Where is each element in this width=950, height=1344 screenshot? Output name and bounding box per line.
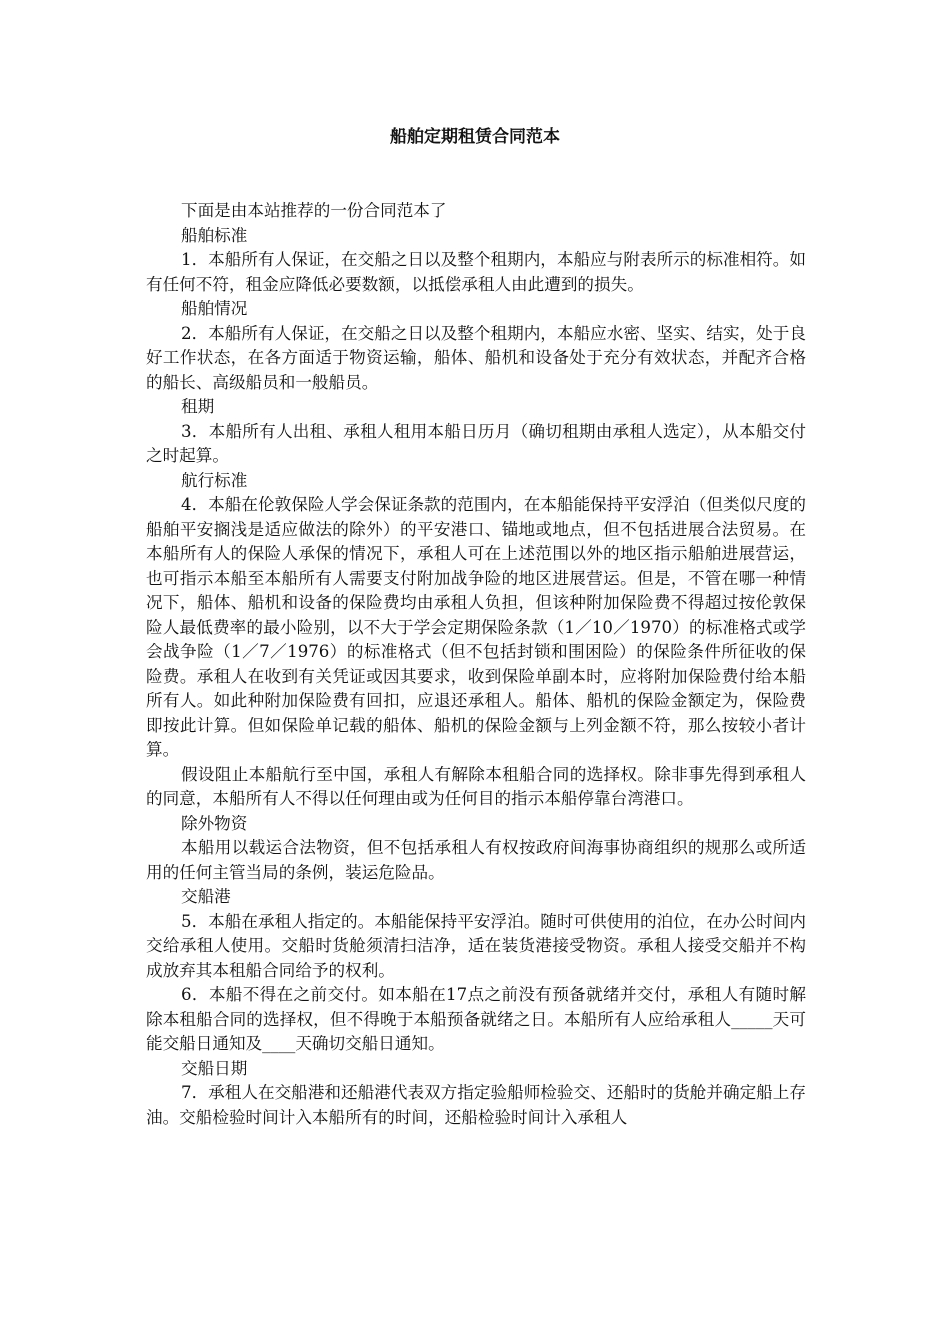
section-heading-term: 租期 <box>181 397 215 416</box>
document-body <box>146 199 806 1130</box>
section-heading-delivery-date: 交船日期 <box>181 1058 248 1078</box>
clause-6: 6．本船不得在之前交付。如本船在17点之前没有预备就绪并交付，承租人有随时解除本租船合同的选择权，但不得晚于本船预备就绪之日。本船所有人应给承租人_____天可能交船日通知及____天确切交船日通知。 <box>146 985 806 1053</box>
section-heading-delivery-port: 交船港 <box>181 887 231 906</box>
clause-4-continued: 假设阻止本船航行至中国，承租人有解除本租船合同的选择权。除非事先得到承租人的同意，本船所有人不得以任何理由或为任何目的指示本船停靠台湾港口。 <box>146 764 806 808</box>
clause-1: 1．本船所有人保证，在交船之日以及整个租期内，本船应与附表所示的标准相符。如有任何不符，租金应降低必要数额，以抵偿承租人由此遭到的损失。 <box>146 250 806 294</box>
clause-3: 3．本船所有人出租、承租人租用本船日历月（确切租期由承租人选定），从本船交付之时起算。 <box>146 421 806 465</box>
intro-paragraph: 下面是由本站推荐的一份合同范本了 <box>181 201 447 220</box>
section-heading-navigation: 航行标准 <box>181 470 248 490</box>
clause-7: 7．承租人在交船港和还船港代表双方指定验船师检验交、还船时的货舱并确定船上存油。交船检验时间计入本船所有的时间，还船检验时间计入承租人 <box>146 1083 806 1127</box>
section-heading-ship-standard: 船舶标准 <box>181 225 248 245</box>
clause-5: 5．本船在承租人指定的。本船能保持平安浮泊。随时可供使用的泊位，在办公时间内交给承租人使用。交船时货舱须清扫洁净，适在装货港接受物资。承租人接受交船并不构成放弃其本租船合同给予的权利。 <box>146 911 806 980</box>
document-title: 船舶定期租赁合同范本 <box>390 127 560 147</box>
section-heading-excluded-goods: 除外物资 <box>181 813 248 833</box>
clause-2: 2．本船所有人保证，在交船之日以及整个租期内，本船应水密、坚实、结实，处于良好工作状态，在各方面适于物资运输，船体、船机和设备处于充分有效状态，并配齐合格的船长、高级船员和一般船员。 <box>146 323 806 392</box>
clause-4: 4．本船在伦敦保险人学会保证条款的范围内，在本船能保持平安浮泊（但类似尺度的船舶平安搁浅是适应做法的除外）的平安港口、锚地或地点，但不包括进展合法贸易。在本船所有人的保险人承保的情况下，承租人可在上述范围以外的地区指示船舶进展营运，也可指示本船至本船所有人需要支付附加战争险的地区进展营运。但是，不管在哪一种情况下，船体、船机和设备的保险费均由承租人负担，但该种附加保险费不得超过按伦敦保险人最低费率的最小险别，以不大于学会定期保险条款（1／10／1970）的标准格式或学会战争险（1／7／1976）的标准格式（但不包括封锁和围困险）的保险条件所征收的保险费。承租人在收到有关凭证或因其要求，收到保险单副本时，应将附加保险费付给本船所有人。如此种附加保险费有回扣，应退还承租人。船体、船机的保险金额定为，保险费即按此计算。但如保险单记载的船体、船机的保险金额与上列金额不符，那么按较小者计算。 <box>146 495 806 759</box>
section-heading-ship-condition: 船舶情况 <box>181 299 248 318</box>
excluded-goods-paragraph: 本船用以载运合法物资，但不包括承租人有权按政府间海事协商组织的规那么或所适用的任何主管当局的条例，装运危险品。 <box>146 838 806 882</box>
